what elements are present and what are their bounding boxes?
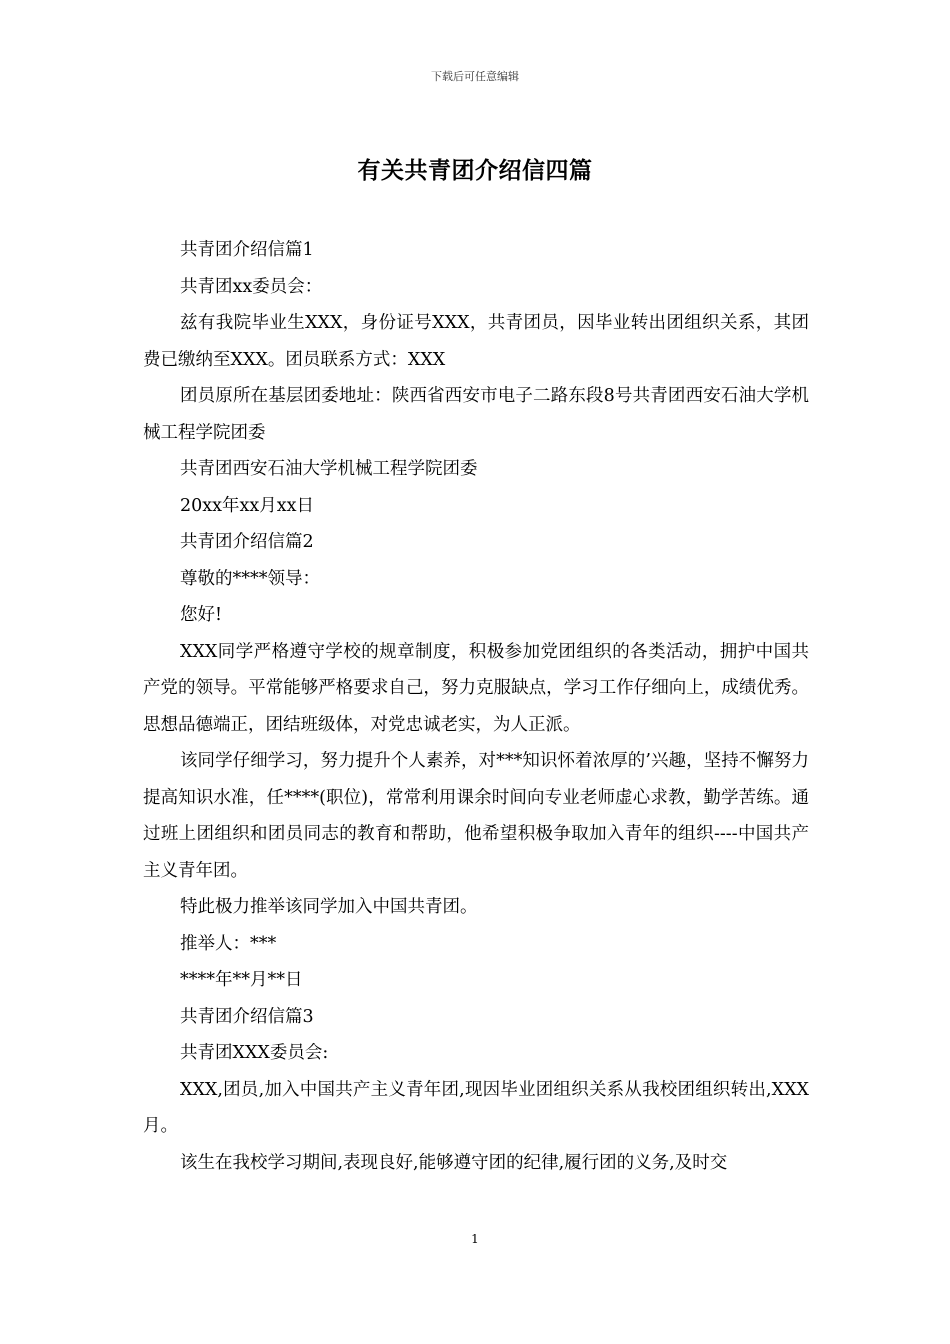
paragraph: XXX同学严格遵守学校的规章制度，积极参加党团组织的各类活动，拥护中国共产党的领导。平常能够严格要求自己，努力克服缺点，学习工作仔细向上，成绩优秀。思想品德端正，团结班级体，对党忠诚老实，为人正派。: [143, 641, 809, 735]
document-body: [143, 232, 809, 1181]
page-number: 1: [471, 1232, 479, 1246]
paragraph: XXX,团员,加入中国共产主义青年团,现因毕业团组织关系从我校团组织转出,XXX月。: [143, 1079, 809, 1136]
paragraph: 共青团XXX委员会:: [180, 1043, 329, 1063]
paragraph: 推举人：***: [180, 933, 277, 954]
paragraph: 兹有我院毕业生XXX，身份证号XXX，共青团员，因毕业转出团组织关系，其团费已缴纳至XXX。团员联系方式：XXX: [143, 313, 809, 370]
paragraph: 特此极力推举该同学加入中国共青团。: [180, 897, 478, 917]
paragraph: 您好!: [180, 605, 223, 625]
paragraph: 团员原所在基层团委地址：陕西省西安市电子二路东段8号共青团西安石油大学机械工程学院团委: [143, 386, 809, 443]
paragraph: 20xx年xx月xx日: [180, 495, 314, 516]
paragraph: 共青团介绍信篇3: [180, 1006, 314, 1027]
paragraph: 共青团西安石油大学机械工程学院团委: [180, 459, 478, 479]
document-title: 有关共青团介绍信四篇: [357, 158, 593, 184]
paragraph: 共青团介绍信篇2: [180, 532, 314, 552]
paragraph: 共青团xx委员会：: [180, 276, 323, 297]
paragraph: 共青团介绍信篇1: [180, 240, 314, 260]
paragraph: ****年**月**日: [180, 970, 303, 990]
paragraph: 该同学仔细学习，努力提升个人素养，对***知识怀着浓厚的’兴趣，坚持不懈努力提高知识水准，任****(职位)，常常利用课余时间向专业老师虚心求教，勤学苦练。通过班上团组织和团员同志的教育和帮助，他希望积极争取加入青年的组织----中国共产主义青年团。: [143, 751, 809, 881]
header-note: 下载后可任意编辑: [431, 70, 519, 83]
paragraph: 该生在我校学习期间,表现良好,能够遵守团的纪律,履行团的义务,及时交: [180, 1152, 728, 1173]
paragraph: 尊敬的****领导：: [180, 568, 320, 589]
